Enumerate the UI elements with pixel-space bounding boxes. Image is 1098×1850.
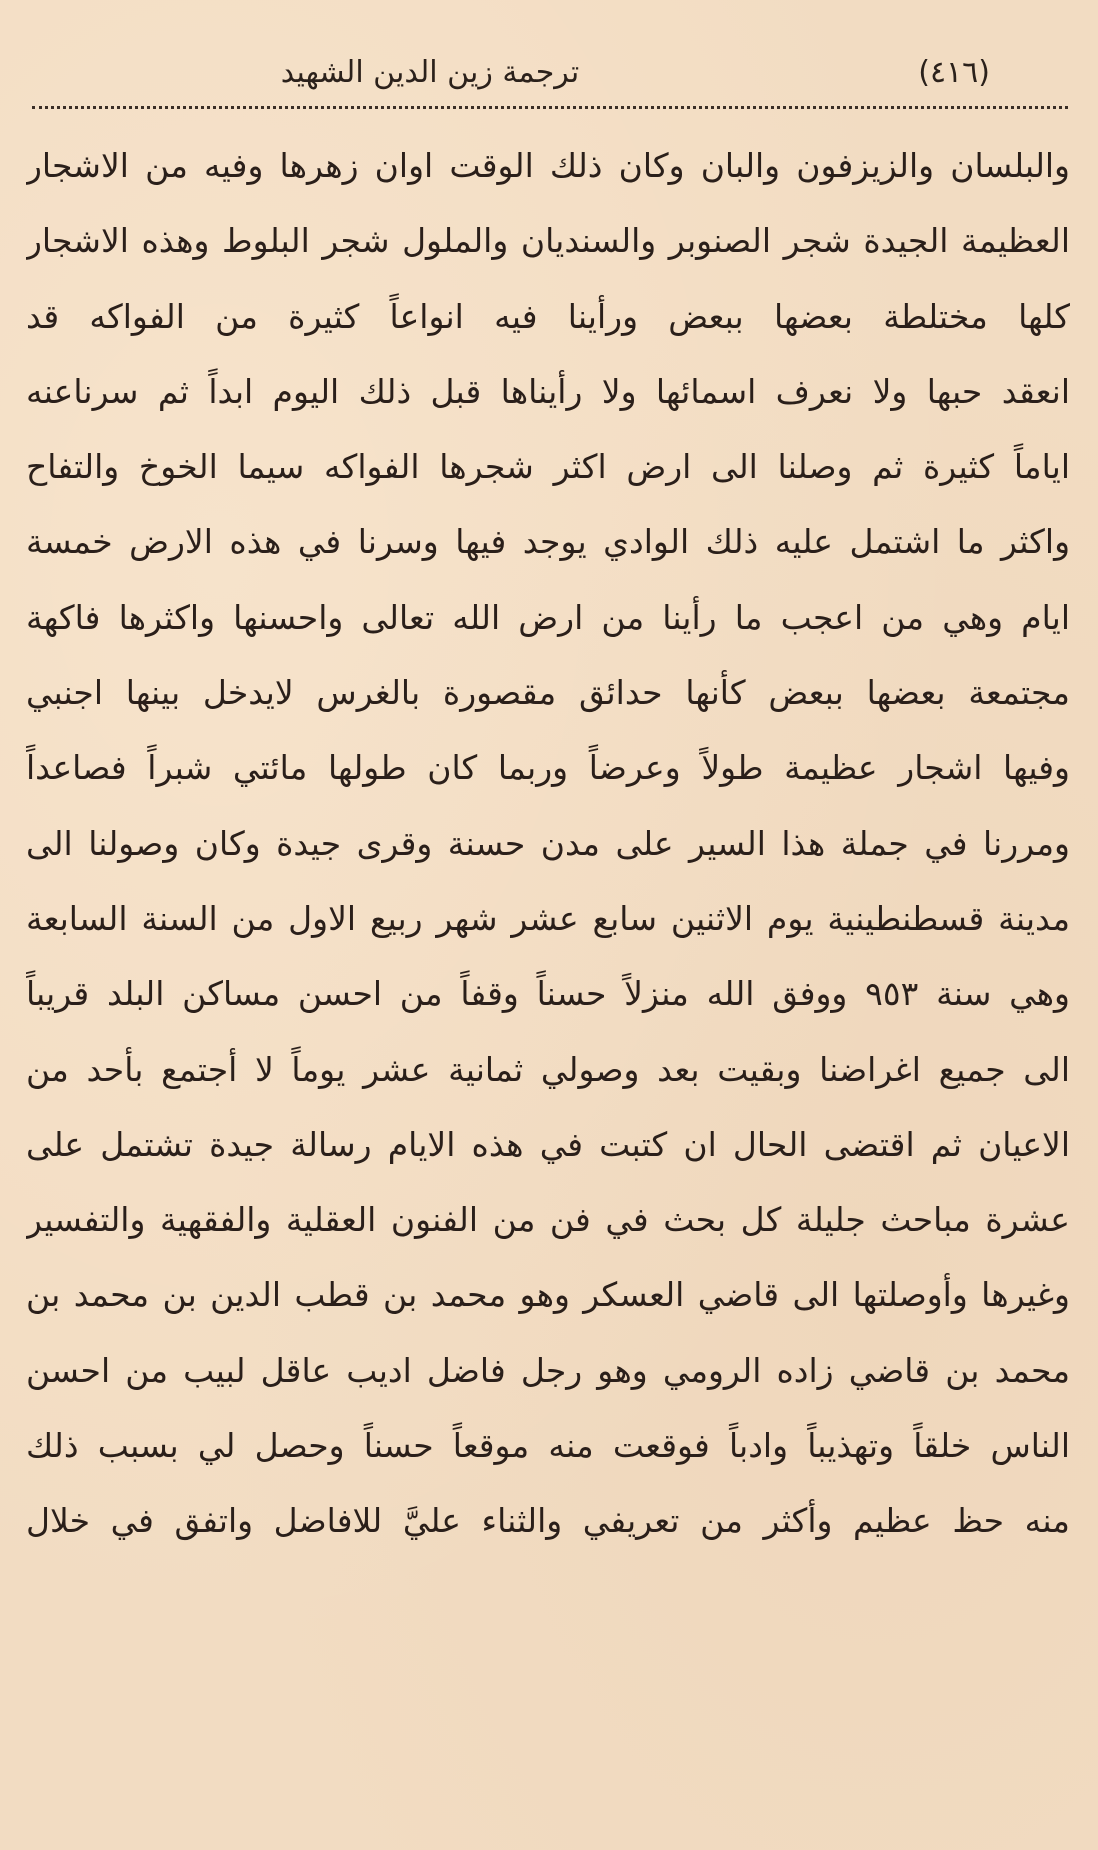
text-line: ايام وهي من اعجب ما رأينا من ارض الله تعالى واحسنها واكثرها فاكهة <box>26 597 1070 637</box>
text-line: اياماً كثيرة ثم وصلنا الى ارض اكثر شجرها الفواكه سيما الخوخ والتفاح <box>26 447 1070 487</box>
text-line: الاعيان ثم اقتضى الحال ان كتبت في هذه الايام رسالة جيدة تشتمل على <box>26 1124 1070 1164</box>
body-text <box>26 128 1070 1559</box>
header-dotted-rule <box>32 106 1068 109</box>
text-line: الى جميع اغراضنا وبقيت بعد وصولي ثمانية عشر يوماً لا أجتمع بأحد من <box>26 1049 1070 1089</box>
text-line: انعقد حبها ولا نعرف اسمائها ولا رأيناها قبل ذلك اليوم ابداً ثم سرناعنه <box>26 371 1070 411</box>
text-line: واكثر ما اشتمل عليه ذلك الوادي يوجد فيها وسرنا في هذه الارض خمسة <box>26 522 1070 562</box>
text-line: مجتمعة بعضها ببعض كأنها حدائق مقصورة بالغرس لايدخل بينها اجنبي <box>26 673 1070 713</box>
text-line: العظيمة الجيدة شجر الصنوبر والسنديان والملول شجر البلوط وهذه الاشجار <box>26 221 1070 261</box>
page-number: (٤١٦) <box>918 55 990 90</box>
running-header <box>30 48 1070 98</box>
text-line: منه حظ عظيم وأكثر من تعريفي والثناء عليَّ للافاضل واتفق في خلال <box>26 1501 1070 1541</box>
text-line: ومررنا في جملة هذا السير على مدن حسنة وقرى جيدة وكان وصولنا الى <box>26 823 1070 863</box>
text-line: عشرة مباحث جليلة كل بحث في فن من الفنون العقلية والفقهية والتفسير <box>26 1200 1070 1240</box>
running-title: ترجمة زين الدين الشهيد <box>280 55 580 90</box>
text-line: وفيها اشجار عظيمة طولاً وعرضاً وربما كان طولها مائتي شبراً فصاعداً <box>26 748 1070 788</box>
text-line: محمد بن قاضي زاده الرومي وهو رجل فاضل اديب عاقل لبيب من احسن <box>26 1350 1070 1390</box>
text-line: مدينة قسطنطينية يوم الاثنين سابع عشر شهر ربيع الاول من السنة السابعة <box>26 898 1070 938</box>
text-line: وهي سنة ٩٥٣ ووفق الله منزلاً حسناً وقفاً من احسن مساكن البلد قريباً <box>26 974 1070 1014</box>
text-line: وغيرها وأوصلتها الى قاضي العسكر وهو محمد بن قطب الدين بن محمد بن <box>26 1275 1070 1315</box>
text-line: كلها مختلطة بعضها ببعض ورأينا فيه انواعاً كثيرة من الفواكه قد <box>26 296 1070 336</box>
text-line: والبلسان والزيزفون والبان وكان ذلك الوقت اوان زهرها وفيه من الاشجار <box>26 146 1070 185</box>
text-line: الناس خلقاً وتهذيباً وادباً فوقعت منه موقعاً حسناً وحصل لي بسبب ذلك <box>26 1426 1070 1466</box>
